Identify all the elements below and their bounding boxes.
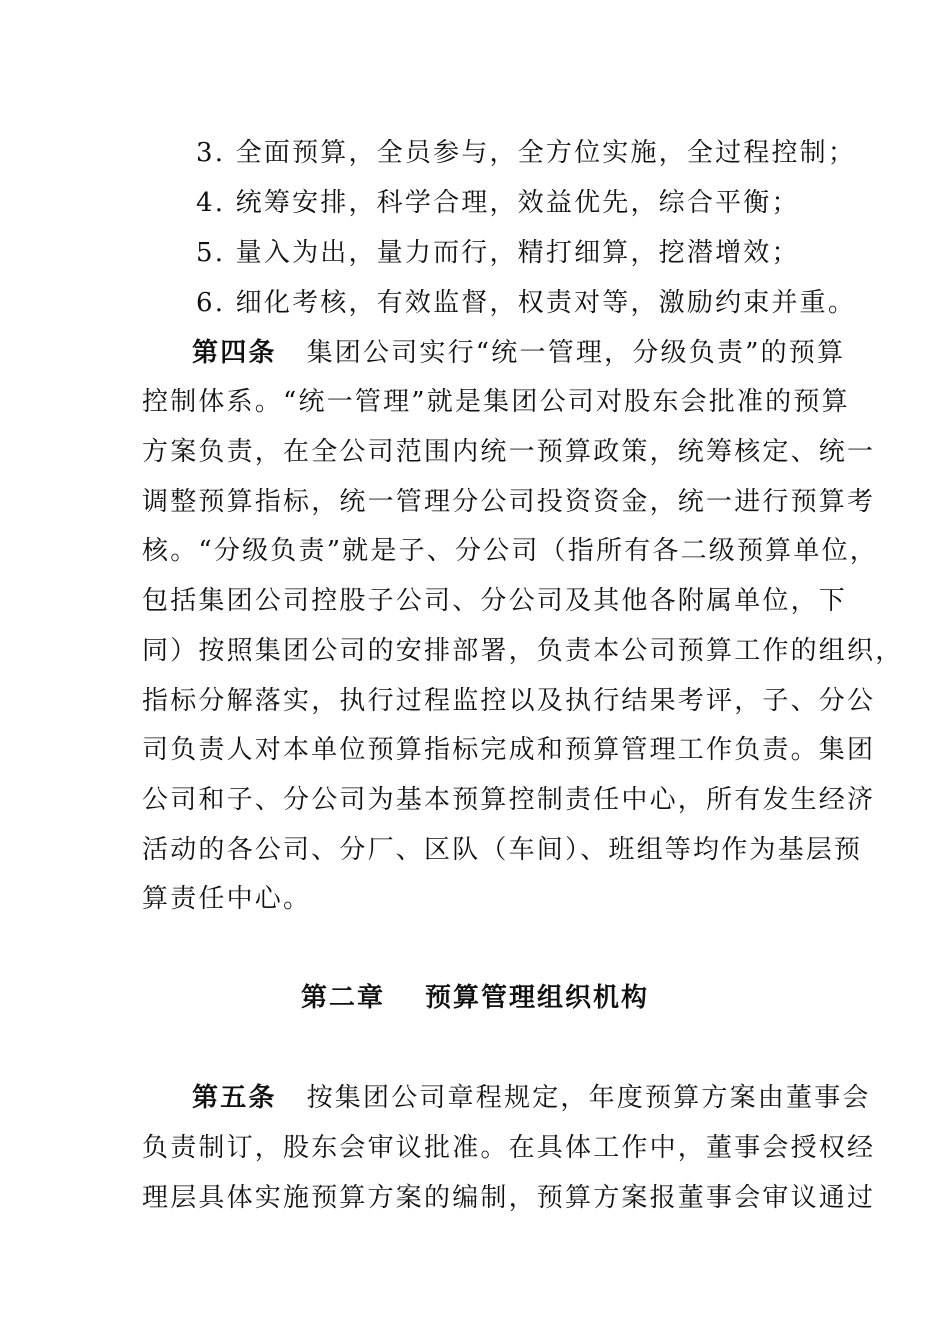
chapter-title: 预算管理组织机构 [425, 983, 650, 1013]
article-5-line-1: 按集团公司章程规定，年度预算方案由董事会 [306, 1083, 871, 1113]
article-4-line-8: 指标分解落实，执行过程监控以及执行结果考评，子、分公 [142, 686, 876, 716]
article-4-line-1: 集团公司实行“统一管理，分级负责”的预算 [306, 338, 846, 368]
principle-item-5: 5. 量入为出，量力而行，精打细算，挖潜增效； [196, 238, 800, 268]
article-5-first-line [192, 1083, 882, 1113]
article-4-line-2: 控制体系。“统一管理”就是集团公司对股东会批准的预算 [142, 387, 850, 417]
principle-item-3: 3. 全面预算，全员参与，全方位实施，全过程控制； [196, 138, 857, 168]
article-4-line-11: 活动的各公司、分厂、区队（车间）、班组等均作为基层预 [142, 835, 863, 865]
article-5-heading: 第五条 [192, 1083, 277, 1113]
chapter-heading [0, 983, 950, 1013]
article-4-line-4: 调整预算指标，统一管理分公司投资资金，统一进行预算考 [142, 487, 876, 517]
article-4-line-9: 司负责人对本单位预算指标完成和预算管理工作负责。集团 [142, 735, 876, 765]
article-4-line-7: 同）按照集团公司的安排部署，负责本公司预算工作的组织， [142, 636, 904, 666]
article-4-line-6: 包括集团公司控股子公司、分公司及其他各附属单位，下 [142, 586, 848, 616]
article-4-line-10: 公司和子、分公司为基本预算控制责任中心，所有发生经济 [142, 785, 876, 815]
chapter-number: 第二章 [300, 983, 385, 1013]
article-4-heading: 第四条 [192, 338, 277, 368]
principle-item-4: 4. 统筹安排，科学合理，效益优先，综合平衡； [196, 188, 800, 218]
article-5-line-2: 负责制订，股东会审议批准。在具体工作中，董事会授权经 [142, 1133, 876, 1163]
article-4-first-line [192, 338, 882, 368]
article-4-line-12: 算责任中心。 [142, 884, 312, 914]
article-4-line-3: 方案负责，在全公司范围内统一预算政策，统筹核定、统一 [142, 437, 876, 467]
principle-item-6: 6. 细化考核，有效监督，权责对等，激励约束并重。 [196, 288, 857, 318]
article-5-line-3: 理层具体实施预算方案的编制，预算方案报董事会审议通过 [142, 1183, 876, 1213]
article-4-line-5: 核。“分级负责”就是子、分公司（指所有各二级预算单位， [142, 536, 878, 566]
